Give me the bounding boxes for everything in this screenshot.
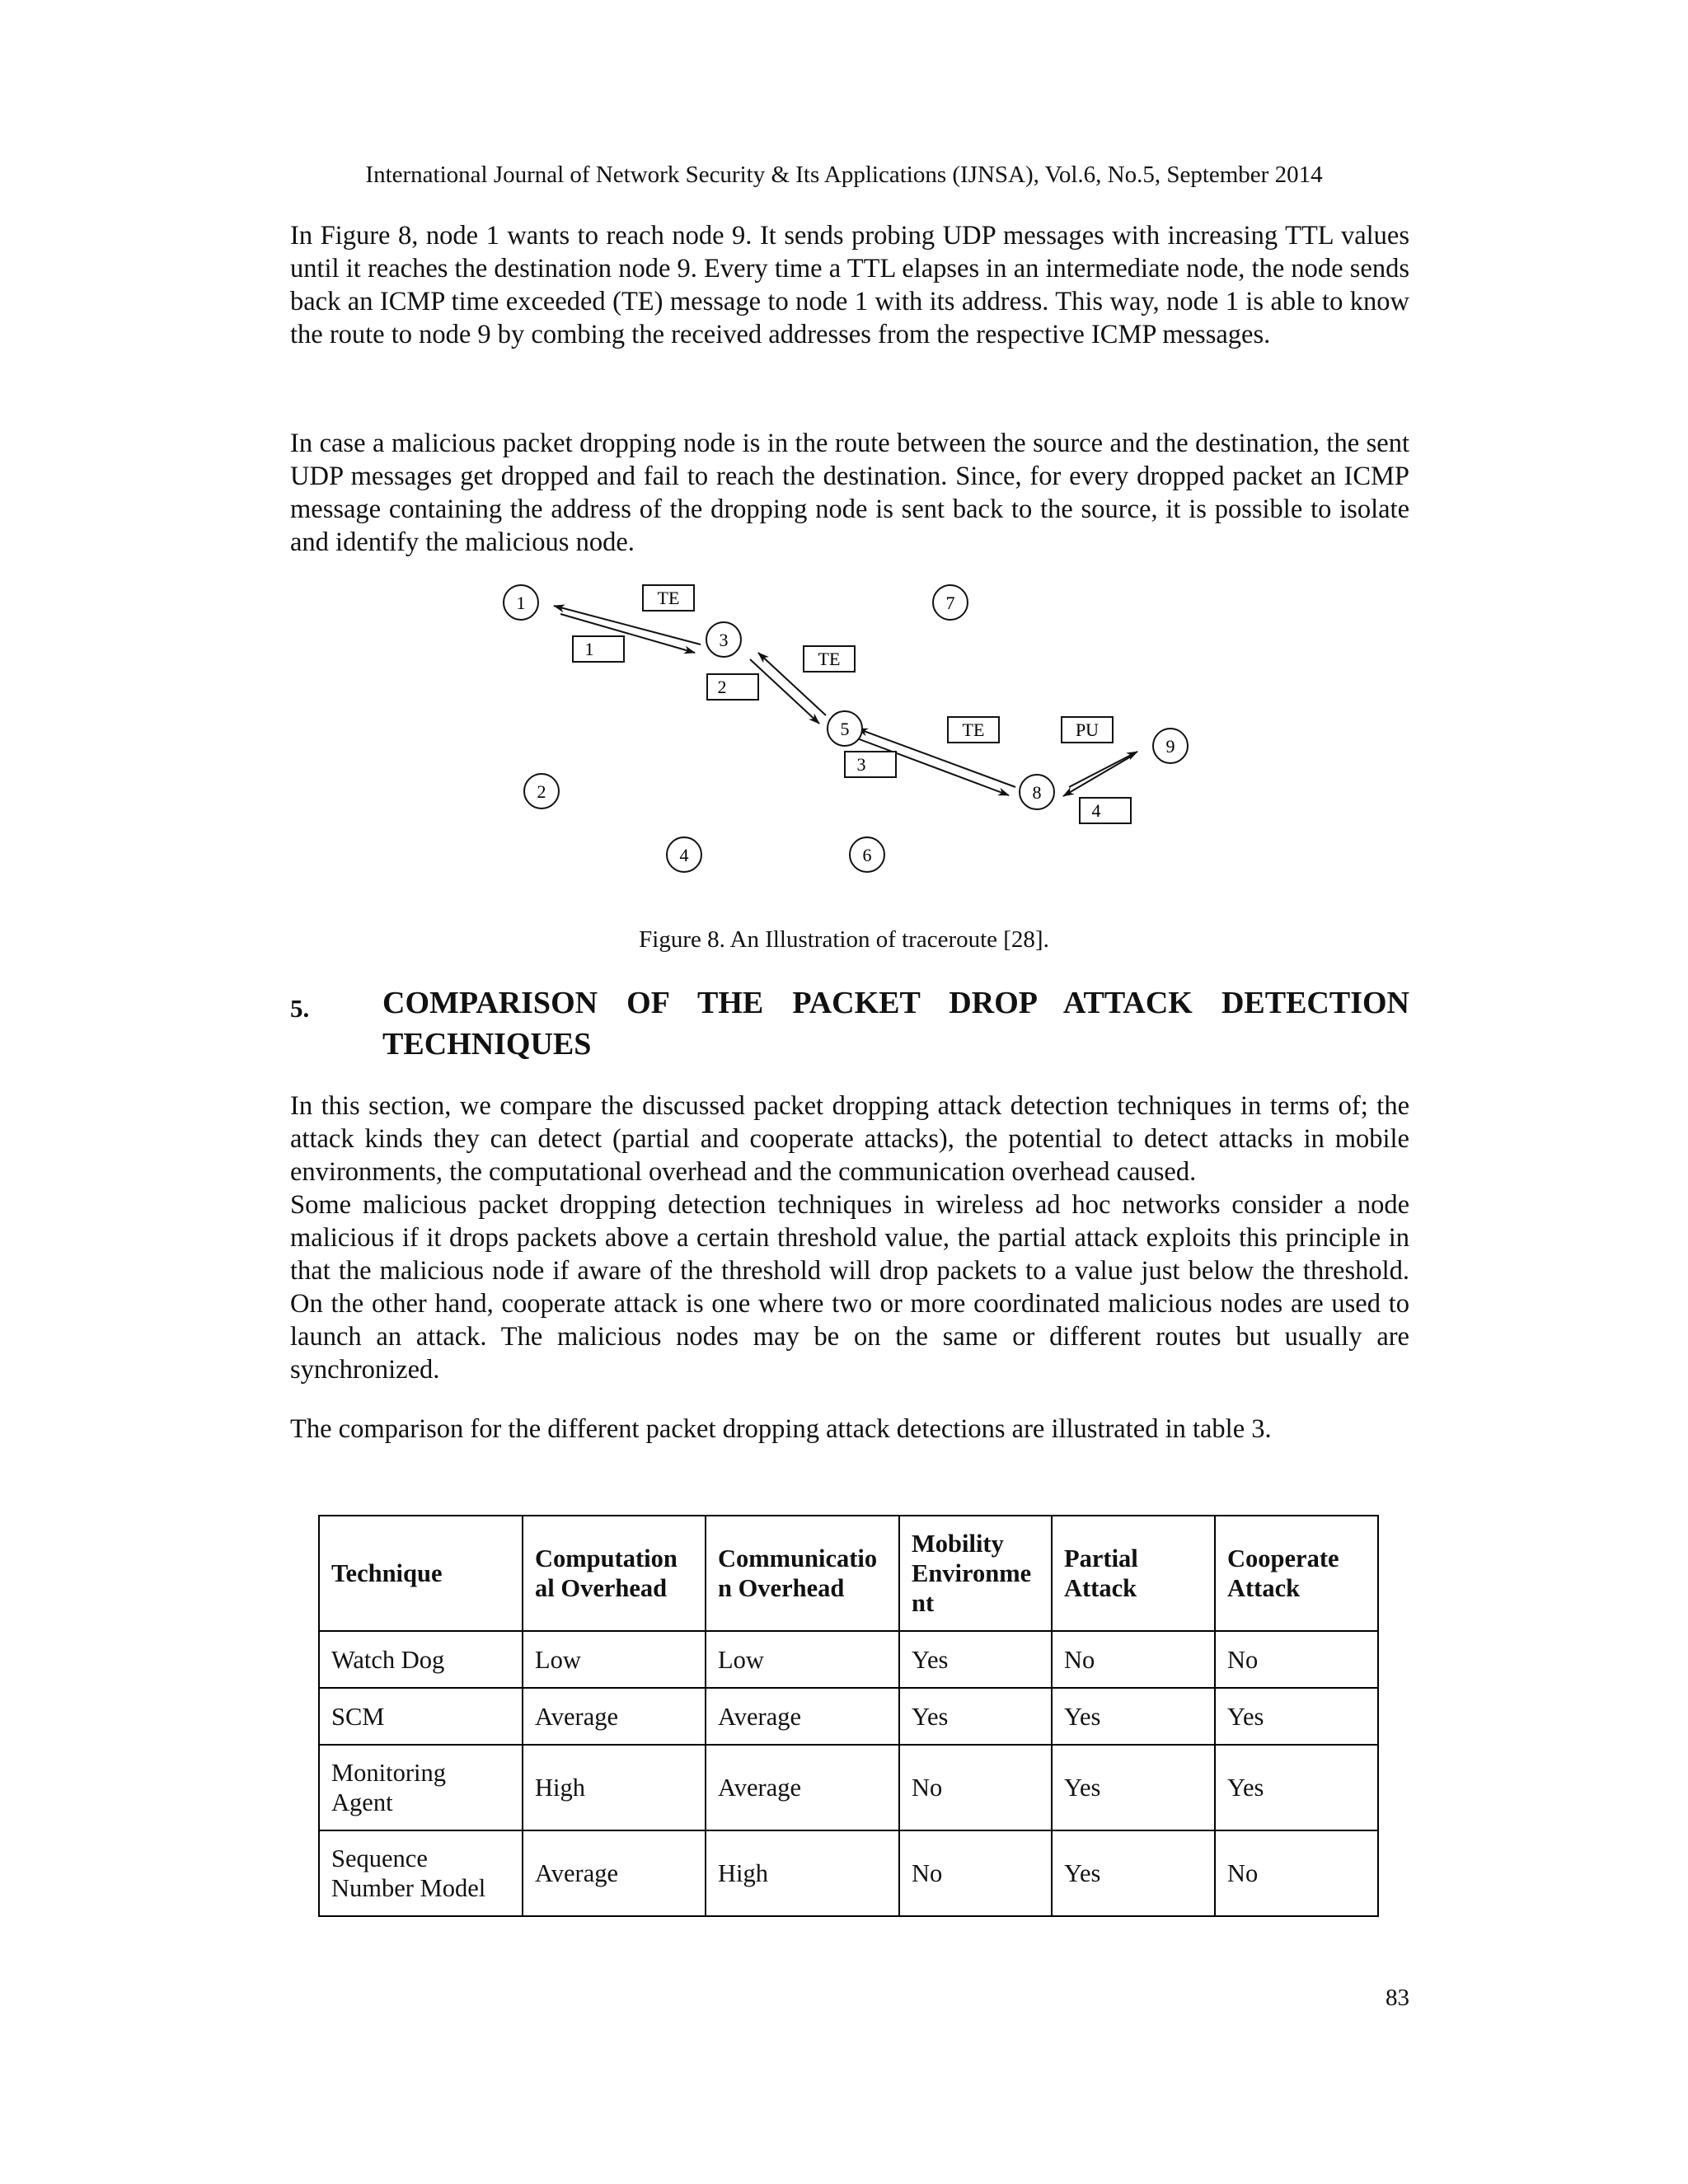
header-line: Environme: [912, 1559, 1032, 1587]
node-7: [933, 585, 968, 620]
node-label: 9: [1165, 736, 1175, 757]
table-row: [319, 1631, 1378, 1688]
packet-label: 1: [584, 639, 594, 659]
node-label: 2: [537, 781, 546, 802]
paragraph-text: In Figure 8, node 1 wants to reach node 9. It sends probing UDP messages with increasing TTL values until it reaches the destination node 9. Every time a TTL elapses in an intermediate node, the node sends back an ICMP time exceeded (TE) message to node 1 with its address. This way, node 1 is able to know the route to node 9 by combing the received addresses from the respective ICMP messages.: [290, 221, 1409, 349]
paragraph-text: The comparison for the different packet dropping attack detections are illustrated in table 3.: [290, 1414, 1272, 1444]
paragraph-text: In this section, we compare the discussed packet dropping attack detection techniques in terms of; the attack kinds they can detect (partial and cooperate attacks), the potential to detect attacks in mobile environments, the computational overhead and the communication overhead caused.: [290, 1091, 1409, 1187]
header-line: Attack: [1227, 1574, 1301, 1602]
paragraph-malicious-node: [290, 427, 1409, 559]
node-9: [1153, 729, 1188, 763]
node-1: [504, 585, 538, 620]
node-label: 4: [679, 845, 689, 865]
section-title-line: COMPARISON OF THE PACKET DROP ATTACK DETECTION: [382, 986, 1409, 1020]
header-line: al Overhead: [535, 1574, 668, 1602]
cell-mobility: Yes: [899, 1688, 1052, 1745]
paragraph-table-reference: [290, 1413, 1409, 1446]
te-box-2: [804, 646, 855, 672]
pu-label: PU: [1075, 719, 1100, 740]
header-computational-overhead: [523, 1516, 706, 1631]
paragraph-traceroute-explanation: [290, 219, 1409, 351]
packet-box-4: [1080, 798, 1131, 823]
node-4: [667, 837, 701, 872]
comparison-table: [318, 1515, 1379, 1917]
node-label: 7: [945, 593, 955, 613]
cell-partial: No: [1052, 1631, 1215, 1688]
cell-line: SCM: [331, 1702, 385, 1731]
cell-computational: High: [523, 1745, 706, 1830]
cell-partial: Yes: [1052, 1688, 1215, 1745]
cell-mobility: No: [899, 1745, 1052, 1830]
packet-label: 3: [856, 754, 866, 775]
header-line: nt: [912, 1589, 935, 1617]
cell-communication: High: [706, 1830, 899, 1916]
node-8: [1020, 775, 1054, 809]
arrow-9-to-8: [1063, 757, 1131, 796]
packet-box-1: [573, 636, 624, 662]
cell-cooperate: Yes: [1215, 1688, 1378, 1745]
te-label: TE: [962, 719, 985, 740]
section-number: 5.: [290, 994, 310, 1023]
header-line: Computation: [535, 1544, 678, 1572]
cell-technique: [319, 1745, 523, 1830]
cell-technique: [319, 1830, 523, 1916]
paragraph-comparison-intro: [290, 1090, 1409, 1386]
comparison-table-wrapper: [318, 1515, 1379, 1917]
header-technique: [319, 1516, 523, 1631]
cell-cooperate: No: [1215, 1830, 1378, 1916]
packet-box-3: [845, 752, 896, 777]
te-label: TE: [657, 588, 680, 608]
node-label: 8: [1032, 782, 1042, 803]
header-line: n Overhead: [718, 1574, 845, 1602]
node-label: 5: [840, 719, 850, 739]
cell-cooperate: Yes: [1215, 1745, 1378, 1830]
header-partial-attack: [1052, 1516, 1215, 1631]
cell-line: Watch Dog: [331, 1645, 445, 1674]
header-line: Attack: [1064, 1574, 1137, 1602]
header-line: Communicatio: [718, 1544, 878, 1572]
packet-label: 4: [1091, 800, 1101, 821]
cell-technique: [319, 1631, 523, 1688]
figure-caption: Figure 8. An Illustration of traceroute [28].: [639, 926, 1049, 953]
table-row: [319, 1830, 1378, 1916]
section-title-line: TECHNIQUES: [382, 1027, 592, 1062]
node-6: [850, 837, 884, 872]
table-row: [319, 1745, 1378, 1830]
cell-communication: Average: [706, 1745, 899, 1830]
node-3: [706, 622, 741, 657]
te-label: TE: [818, 649, 841, 669]
cell-mobility: Yes: [899, 1631, 1052, 1688]
node-2: [524, 774, 559, 808]
cell-communication: Low: [706, 1631, 899, 1688]
header-line: Cooperate: [1227, 1544, 1339, 1572]
node-label: 6: [862, 845, 872, 865]
cell-communication: Average: [706, 1688, 899, 1745]
cell-line: Monitoring: [331, 1759, 446, 1787]
cell-line: Agent: [331, 1788, 393, 1816]
arrow-8-to-9: [1069, 752, 1137, 787]
packet-label: 2: [717, 677, 727, 697]
cell-cooperate: No: [1215, 1631, 1378, 1688]
node-5: [828, 711, 862, 746]
node-label: 3: [719, 630, 729, 650]
table-header-row: [319, 1516, 1378, 1631]
cell-computational: Average: [523, 1688, 706, 1745]
cell-line: Number Model: [331, 1874, 486, 1902]
page-number: 83: [1386, 1985, 1409, 2011]
paragraph-text: Some malicious packet dropping detection techniques in wireless ad hoc networks consider a node malicious if it drops packets above a certain threshold value, the partial attack exploits this principle in that the malicious node if aware of the threshold will drop packets to a value just below the threshold. On the other hand, cooperate attack is one where two or more coordinated malicious nodes are used to launch an attack. The malicious nodes may be on the same or different routes but usually are synchronized.: [290, 1190, 1409, 1385]
paragraph-text: In case a malicious packet dropping node is in the route between the source and the destination, the sent UDP messages get dropped and fail to reach the destination. Since, for every dropped packet an ICMP message containing the address of the dropping node is sent back to the source, it is possible to isolate and identify the malicious node.: [290, 429, 1409, 557]
header-mobility-environment: [899, 1516, 1052, 1631]
te-box-1: [643, 585, 694, 611]
header-cooperate-attack: [1215, 1516, 1378, 1631]
cell-computational: Low: [523, 1631, 706, 1688]
cell-partial: Yes: [1052, 1830, 1215, 1916]
te-box-3: [948, 717, 999, 743]
header-line: Mobility: [912, 1530, 1004, 1558]
cell-mobility: No: [899, 1830, 1052, 1916]
cell-line: Sequence: [331, 1844, 428, 1872]
cell-technique: [319, 1688, 523, 1745]
cell-computational: Average: [523, 1830, 706, 1916]
table-row: [319, 1688, 1378, 1745]
running-header: International Journal of Network Security & Its Applications (IJNSA), Vol.6, No.5, September 2014: [365, 162, 1323, 188]
header-communication-overhead: [706, 1516, 899, 1631]
section-title: [382, 982, 1409, 1065]
node-label: 1: [516, 593, 526, 613]
cell-partial: Yes: [1052, 1745, 1215, 1830]
packet-box-2: [707, 674, 758, 700]
header-line: Technique: [331, 1559, 443, 1587]
traceroute-figure: [495, 577, 1236, 890]
pu-box: [1062, 717, 1113, 743]
header-line: Partial: [1064, 1544, 1138, 1572]
